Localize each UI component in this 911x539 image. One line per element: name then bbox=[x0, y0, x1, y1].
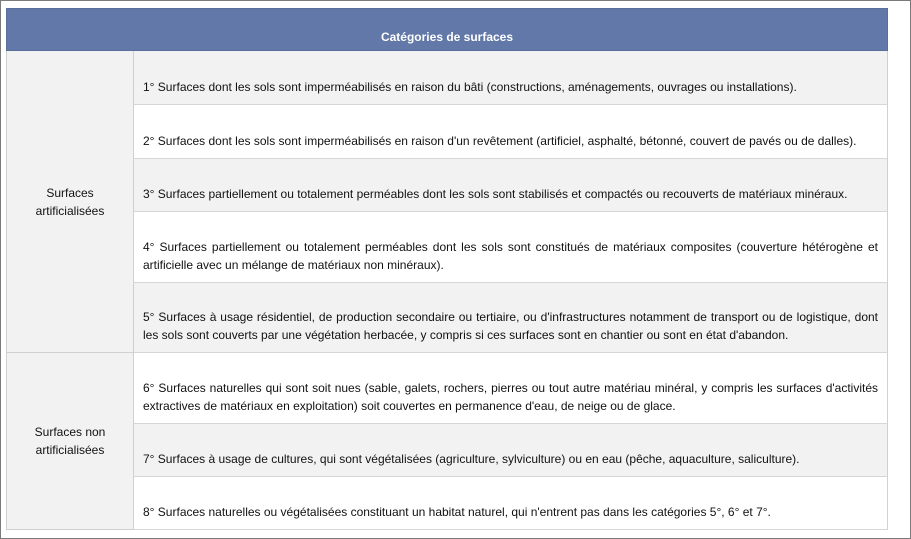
table-row bbox=[133, 477, 888, 530]
table-row bbox=[133, 424, 888, 477]
table-row bbox=[133, 51, 888, 105]
table-row bbox=[133, 283, 888, 353]
table-row bbox=[133, 105, 888, 159]
row-text: 8° Surfaces naturelles ou végétalisées constituant un habitat naturel, qui n'entrent pas dans les catégories 5°, 6° et 7°. bbox=[143, 505, 771, 519]
group-non-artificialisees bbox=[6, 353, 133, 530]
row-text: 4° Surfaces partiellement ou totalement perméables dont les sols sont constitués de matériaux composites (couverture hétérogène et artificielle avec un mélange de matériaux non minéraux). bbox=[143, 240, 878, 272]
table-row bbox=[133, 159, 888, 212]
row-text: 1° Surfaces dont les sols sont imperméabilisés en raison du bâti (constructions, aménagements, ouvrages ou installations). bbox=[143, 80, 797, 94]
table-row bbox=[133, 212, 888, 283]
group-label-line1: Surfaces non bbox=[34, 425, 106, 439]
row-text: 7° Surfaces à usage de cultures, qui sont végétalisées (agriculture, sylviculture) ou en eau (pêche, aquaculture, saliculture). bbox=[143, 452, 800, 466]
group-label-line2: artificialisées bbox=[35, 443, 105, 457]
group-label-line1: Surfaces bbox=[46, 185, 94, 200]
group-label-line2: artificialisées bbox=[35, 203, 105, 218]
row-text: 2° Surfaces dont les sols sont imperméabilisés en raison d'un revêtement (artificiel, asphalté, bétonné, couvert de pavés ou de dalles). bbox=[143, 134, 857, 148]
table-row bbox=[133, 353, 888, 424]
row-text: 5° Surfaces à usage résidentiel, de production secondaire ou tertiaire, ou d'infrastructures notamment de transport ou de logistique, dont les sols sont couverts par une végétation herbacée, y compris si ces surfaces sont en chantier ou sont en état d'abandon. bbox=[143, 310, 878, 342]
row-text: 3° Surfaces partiellement ou totalement perméables dont les sols sont stabilisés et compactés ou recouverts de matériaux minéraux. bbox=[143, 187, 848, 201]
group-artificialisees bbox=[6, 51, 133, 353]
table-header bbox=[6, 8, 888, 51]
row-text: 6° Surfaces naturelles qui sont soit nues (sable, galets, rochers, pierres ou tout autre matériau minéral, y compris les surfaces d'activités extractives de matériaux en exploitation) soit couvertes en permanence d'eau, de neige ou de glace. bbox=[143, 381, 878, 413]
table-header-label: Catégories de surfaces bbox=[380, 30, 514, 44]
